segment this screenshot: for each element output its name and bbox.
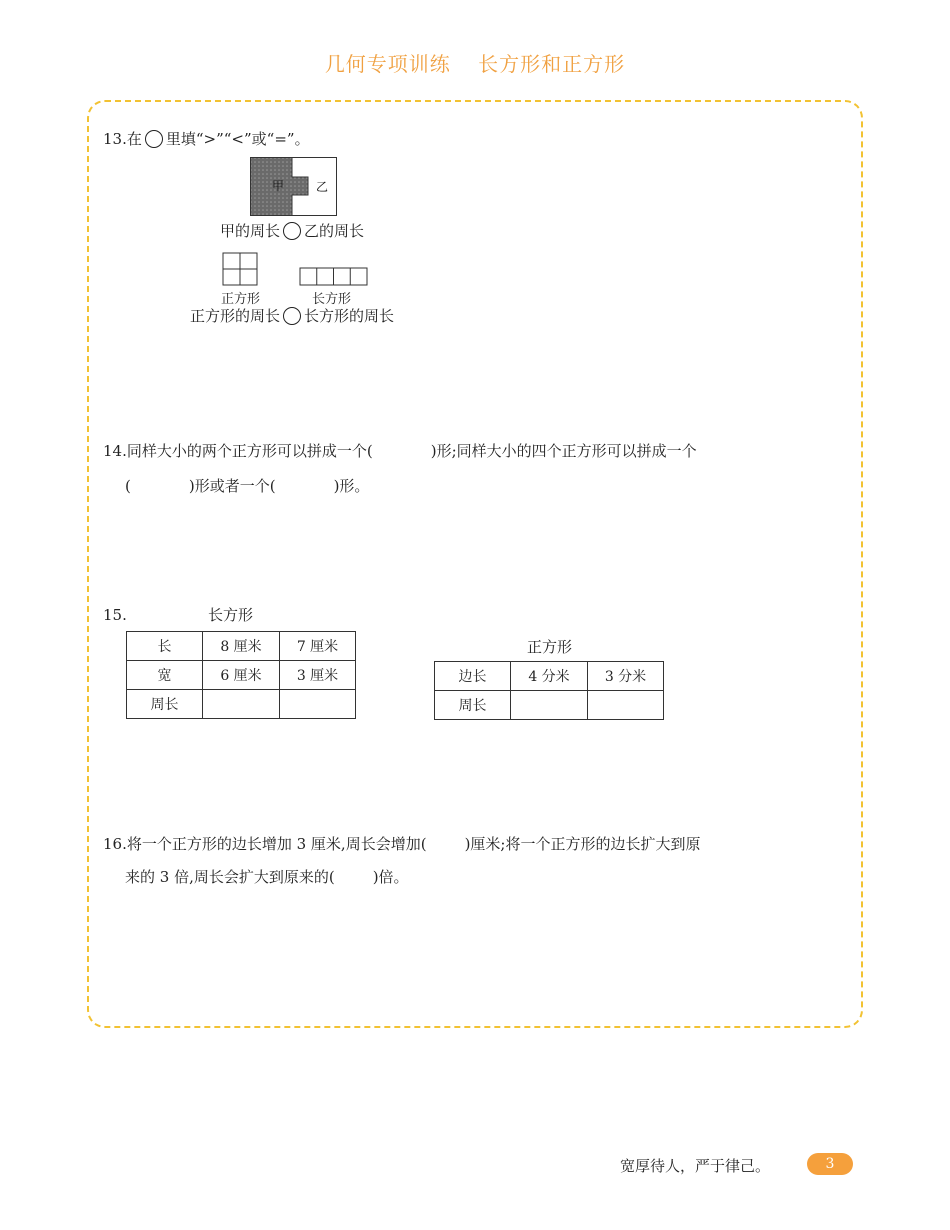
- q14-l2-a: (: [125, 477, 131, 495]
- answer-cell[interactable]: [203, 690, 280, 719]
- content-frame: [87, 100, 863, 1028]
- table-cell: 长: [127, 632, 203, 661]
- square-table-title: 正方形: [527, 638, 573, 656]
- table-cell: 4 分米: [511, 662, 588, 691]
- answer-cell[interactable]: [588, 691, 664, 720]
- title-topic: 几何专项训练: [324, 52, 451, 76]
- table-row: [127, 690, 356, 719]
- compare-row-2: [190, 305, 394, 326]
- footer-motto: 宽厚待人，严于律己。: [620, 1157, 771, 1175]
- q13-prompt-tail: 里填“>”“<”或“=”。: [165, 130, 310, 148]
- q14-l2-b: )形或者一个(: [188, 477, 276, 495]
- table-cell: 7 厘米: [280, 632, 356, 661]
- small-rectangle-figure: [299, 267, 371, 287]
- label-jia: 甲: [271, 179, 285, 193]
- answer-cell[interactable]: [280, 690, 356, 719]
- question-14-line-2: [125, 475, 369, 496]
- table-row: [127, 632, 356, 661]
- q14-l1-b: )形;同样大小的四个正方形可以拼成一个: [430, 442, 697, 460]
- q16-l1-b: )厘米;将一个正方形的边长扩大到原: [464, 835, 701, 853]
- q14-l2-c: )形。: [333, 477, 370, 495]
- table-cell: 6 厘米: [203, 661, 280, 690]
- compare2-right: 长方形的周长: [304, 307, 395, 325]
- question-16-line-2: [125, 866, 409, 887]
- table-cell: 宽: [127, 661, 203, 690]
- square-table: [434, 661, 664, 720]
- answer-cell[interactable]: [511, 691, 588, 720]
- question-15-number: 15.: [103, 606, 127, 624]
- compare1-left: 甲的周长: [220, 222, 281, 240]
- compare1-right: 乙的周长: [304, 222, 365, 240]
- question-13-prompt: [103, 128, 310, 149]
- square-label: 正方形: [221, 292, 261, 307]
- answer-circle-icon[interactable]: [145, 130, 163, 148]
- q16-l2-b: )倍。: [372, 868, 409, 886]
- rectangle-table-title: 长方形: [208, 606, 254, 624]
- rectangle-label: 长方形: [312, 292, 352, 307]
- table-row: [435, 662, 664, 691]
- table-row: [435, 691, 664, 720]
- label-yi: 乙: [315, 180, 329, 194]
- table-row: [127, 661, 356, 690]
- page-title: [0, 48, 950, 77]
- answer-circle-icon[interactable]: [283, 307, 301, 325]
- answer-circle-icon[interactable]: [283, 222, 301, 240]
- page-number-badge: 3: [807, 1153, 853, 1175]
- table-cell: 3 分米: [588, 662, 664, 691]
- small-square-figure: [222, 252, 260, 288]
- q13-prompt-text: 13.在: [103, 130, 142, 148]
- table-cell: 3 厘米: [280, 661, 356, 690]
- table-cell: 周长: [435, 691, 511, 720]
- q16-l2-a: 来的 3 倍,周长会扩大到原来的(: [125, 868, 335, 886]
- q14-l1-a: 14.同样大小的两个正方形可以拼成一个(: [103, 442, 373, 460]
- rectangle-table: [126, 631, 356, 719]
- q16-l1-a: 16.将一个正方形的边长增加 3 厘米,周长会增加(: [103, 835, 427, 853]
- jia-yi-figure: [250, 157, 340, 217]
- question-14-line-1: [103, 440, 697, 461]
- compare2-left: 正方形的周长: [190, 307, 281, 325]
- table-cell: 边长: [435, 662, 511, 691]
- table-cell: 8 厘米: [203, 632, 280, 661]
- question-16-line-1: [103, 833, 700, 854]
- compare-row-1: [220, 220, 364, 241]
- title-subtopic: 长方形和正方形: [478, 52, 626, 76]
- table-cell: 周长: [127, 690, 203, 719]
